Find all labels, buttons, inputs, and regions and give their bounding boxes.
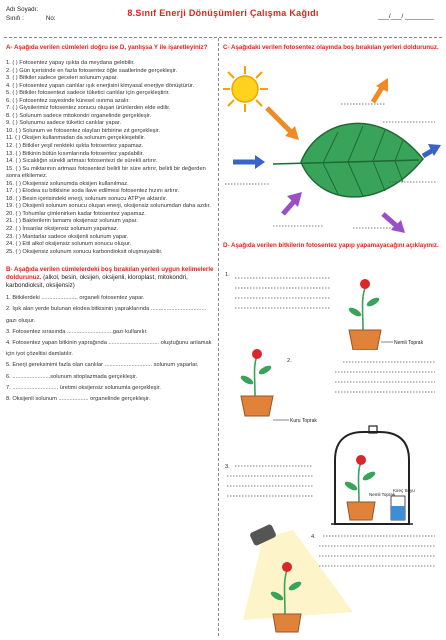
section-a-item: 9. ( ) Solunumu sadece tüketici canlılar yapar. bbox=[6, 120, 122, 127]
section-a-item: 25. ( ) Oksijensiz solunum sonucu karbondioksit oluşmayabilir. bbox=[6, 248, 163, 255]
column-divider bbox=[218, 38, 219, 636]
left-column bbox=[6, 44, 215, 405]
section-d-heading: D- Aşağıda verilen bitkilerin fotosentez yapıp yapamayacağını açıklayınız. bbox=[223, 242, 439, 249]
section-b-list bbox=[6, 293, 215, 405]
section-a-item: 15. ( ) Su miktarının artması fotosentezi belirli bir süre artırır, belirli bir değerden sonra etkilemez. bbox=[6, 165, 206, 180]
section-a-item: 23. ( ) Mantarlar sadece oksijenli solunum yapar. bbox=[6, 233, 129, 240]
light-beam-icon bbox=[243, 524, 353, 620]
arrow-in-blue-icon bbox=[233, 155, 265, 169]
name-label: Adı Soyadı: bbox=[6, 6, 38, 13]
question-d3-area bbox=[223, 416, 441, 526]
section-a-item: 8. ( ) Solunum sadece mitokondri organelinde gerçekleşir. bbox=[6, 112, 152, 119]
photosynthesis-diagram bbox=[223, 64, 441, 234]
section-a-item: 7. ( ) Giysilerimiz fotosentez sonucu oluşan ürünlerden elde edilir. bbox=[6, 105, 171, 112]
section-a-list bbox=[6, 60, 215, 256]
section-b-item: 5. Enerji gereksinimi fazla olan canlılar .............................. solunum yaparlar. bbox=[6, 362, 199, 369]
arrow-in-purple-icon bbox=[283, 192, 302, 214]
question-d1-area bbox=[223, 270, 441, 350]
arrow-in-orange-icon bbox=[267, 108, 299, 140]
question-d3-number: 3. bbox=[225, 464, 230, 470]
section-a-item: 1. ( ) Fotosentez yapay ışıkta da meydana gelebilir. bbox=[6, 60, 135, 66]
section-a-item: 5. ( ) Bitkiler fotosentezi sadece tüketici canlılar için gerçekleştirir. bbox=[6, 90, 170, 97]
label-lime-water: Kireç Suyu bbox=[393, 488, 415, 493]
question-d4-number: 4. bbox=[311, 534, 316, 540]
section-b-heading: B- Aşağıda verilen cümlelerdeki boş bırakılan yerleri uygun kelimelerle doldurunuz. (alkol, besin, oksijen, oksijenli, kloroplast, mitokondri, karbondioksit, oksijensiz) bbox=[6, 266, 214, 290]
section-a-item: 17. ( ) Elodea su bitkisine soda ilave edilmesi fotosentez hızını artırır. bbox=[6, 188, 180, 195]
class-label: Sınıfı : bbox=[6, 15, 24, 22]
flower-pot-moist-icon bbox=[347, 279, 381, 350]
section-b-item: 8. Oksijenli solunum ................... organelinde gerçekleşir. bbox=[6, 396, 151, 403]
section-a-item: 16. ( ) Oksijensiz solunumda oksijen kullanılmaz. bbox=[6, 180, 129, 187]
arrow-out-purple-icon bbox=[383, 214, 405, 233]
flower-pot-dry-icon bbox=[239, 349, 273, 416]
section-b-item: 7. ............................. üretimi oksijensiz solunumla gerçekleşir. bbox=[6, 384, 161, 391]
section-a-item: 4. ( ) Fotosentez yapan canlılar ışık enerjisini kimyasal enerjiye dönüştürür. bbox=[6, 82, 195, 89]
section-b-item: 2. Işık alan yerde bulunan elodea bitkisinin yapraklarında ................................... gazı oluşur. bbox=[6, 306, 207, 324]
section-a-item: 11. ( ) Oksijen kullanmadan da solunum gerçekleşebilir. bbox=[6, 135, 145, 142]
flower-pot-jar-icon bbox=[343, 455, 376, 520]
section-b-item: 1. Bitkilerdeki ....................... organeli fotosentez yapar. bbox=[6, 295, 145, 302]
section-a-item: 14. ( ) Sıcaklığın sürekli artması fotosentezi de sürekli artırır. bbox=[6, 158, 158, 165]
label-moist-soil: Nemli Toprak bbox=[394, 340, 424, 346]
section-a-item: 18. ( ) Besin içerisindeki enerji, solunum sonucu ATP'ye aktarılır. bbox=[6, 195, 168, 202]
section-b-item: 4. Fotosentez yapan bitkinin yaprağında ................................ oluştuğunu anlamak için iyot çözeltisi damlatılır. bbox=[6, 340, 212, 358]
question-d4-area bbox=[223, 524, 441, 640]
section-a-item: 19. ( ) Oksijenli solunum sonucu oluşan enerji, oksijensiz solunumdan daha azdır. bbox=[6, 203, 211, 210]
right-column bbox=[223, 44, 441, 540]
section-a-item: 20. ( ) Tohumlar çimlenirken kadar fotosentez yapamaz. bbox=[6, 210, 146, 217]
arrow-out-orange-icon bbox=[373, 78, 388, 102]
section-a-item: 21. ( ) Bakterilerin tamamı oksijensiz solunum yapar. bbox=[6, 218, 138, 225]
question-d1-number: 1. bbox=[225, 272, 230, 278]
page-title: 8.Sınıf Enerji Dönüşümleri Çalışma Kağıdı bbox=[127, 8, 319, 18]
section-c-heading: C- Aşağıdaki verilen fotosentez olayında boş bırakılan yerleri doldurunuz. bbox=[223, 44, 439, 51]
lime-water-beaker-icon bbox=[391, 496, 405, 520]
label-dry-soil: Kuru Toprak bbox=[290, 418, 317, 424]
arrow-out-blue-icon bbox=[423, 144, 441, 156]
header-divider bbox=[4, 37, 442, 38]
section-b-item: 3. Fotosentez sırasında .............................gazı kullanılır. bbox=[6, 328, 148, 335]
sun-icon bbox=[223, 66, 268, 112]
section-a-heading: A- Aşağıda verilen cümleleri doğru ise D, yanlışsa Y ile işaretleyiniz? bbox=[6, 44, 208, 51]
word-bank: (alkol, besin, oksijen, oksijenli, kloroplast, mitokondri, karbondioksit, oksijensiz) bbox=[6, 274, 188, 290]
section-b-item: 6. ........................solunum sitoplazmada gerçekleşir. bbox=[6, 373, 138, 380]
label-jar-soil: Nemli Toprak bbox=[369, 492, 396, 497]
section-a-item: 10. ( ) Solunum ve fotosentez olayları birbirine zıt gerçekleşir. bbox=[6, 127, 160, 134]
section-a-item: 22. ( ) İnsanlar oksijensiz solunum yapamaz. bbox=[6, 226, 119, 233]
date-field: ___/___/ ________ bbox=[377, 13, 434, 20]
section-a-item: 24. ( ) Etil alkol oksijensiz solunum sonucu oluşur. bbox=[6, 241, 132, 248]
section-a-item: 13. ( ) Bitkinin bütün kısımlarında fotosentez yapılabilir. bbox=[6, 150, 144, 157]
section-a-item: 12. ( ) Bitkiler yeşil renkteki ışıkta fotosentez yapamaz. bbox=[6, 143, 144, 150]
question-d2-number: 2. bbox=[287, 358, 292, 364]
section-a-item: 3. ( ) Bitkiler sadece geceleri solunum yapar. bbox=[6, 75, 118, 82]
section-a-item: 6. ( ) Fotosentez sayesinde küresel ısınma azalır. bbox=[6, 97, 130, 104]
section-a-item: 2. ( ) Gün içerisinde en fazla fotosentez öğle saatlerinde gerçekleşir. bbox=[6, 67, 178, 74]
no-label: No: bbox=[45, 15, 56, 22]
